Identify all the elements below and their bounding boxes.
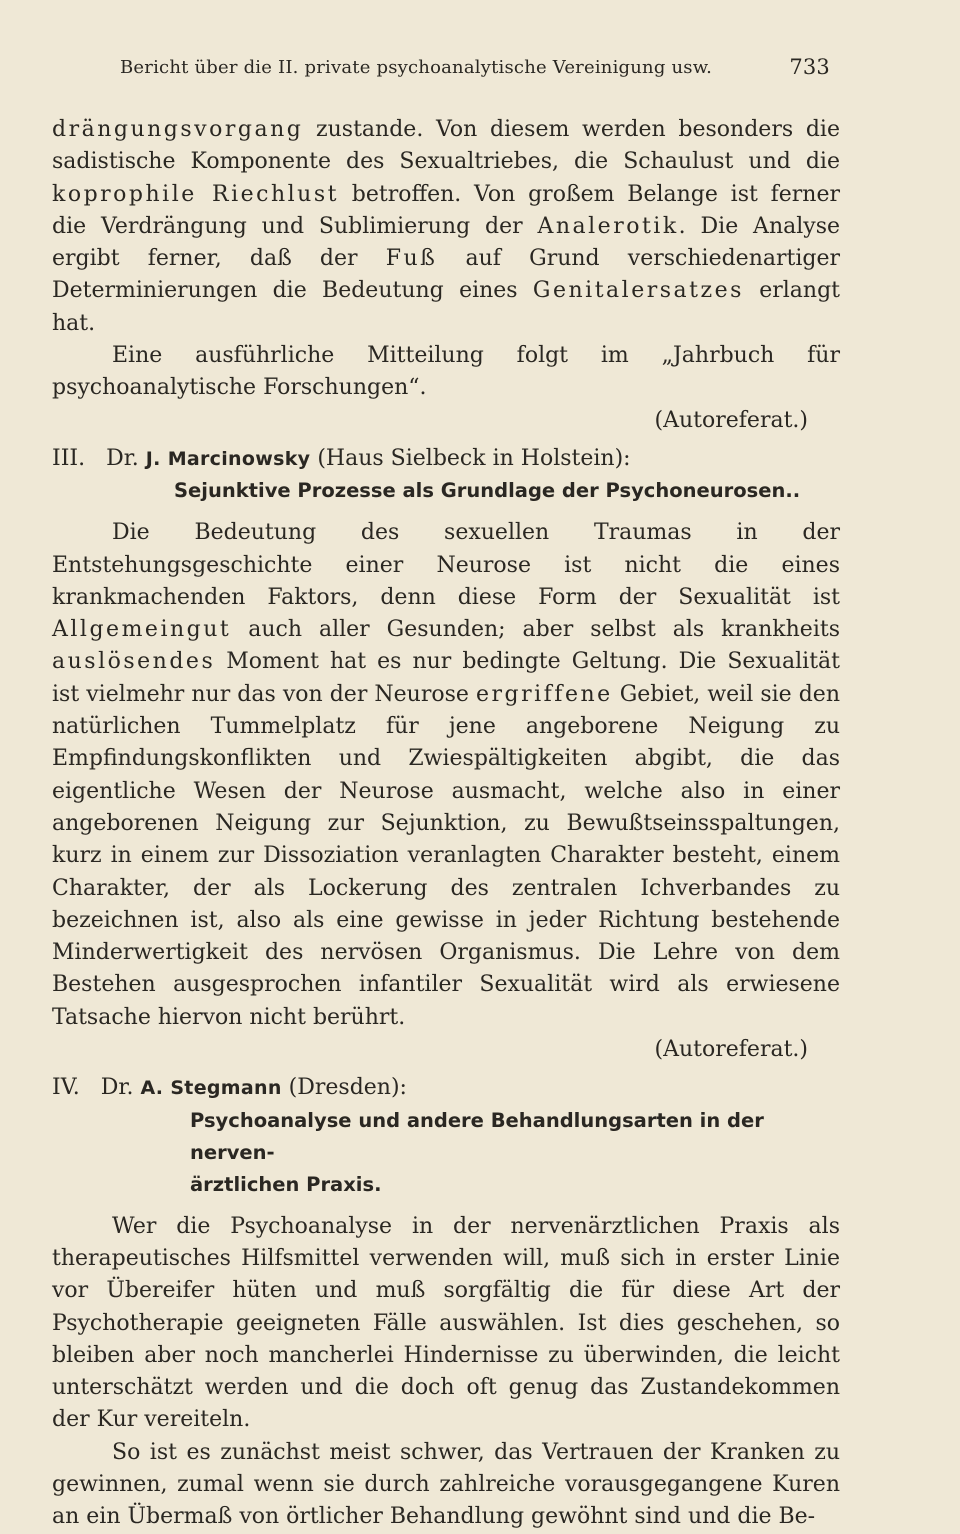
text-run: Die Bedeutung des sexuellen Traumas in der Entstehungsgeschichte einer Neurose ist nicht die eines krankmachenden Faktors, denn diese Form der Sexualität ist [52, 520, 840, 610]
spaced-term: ergriffene [475, 681, 613, 707]
speaker-initial: A. [140, 1077, 164, 1100]
section-number: III. [52, 445, 86, 471]
text-run: auf Grund verschiedenartiger Determinierungen die Bedeutung eines [52, 246, 840, 304]
spaced-term: Allgemeingut [52, 617, 232, 643]
running-title: Bericht über die II. private psychoanalytische Vereinigung usw. [120, 57, 713, 78]
paragraph-abstract-iv-continued: So ist es zunächst meist schwer, das Vertrauen der Kranken zu gewinnen, zumal wenn sie durch zahlreiche vorausgegangene Kuren an ein Übermaß von örtlicher Behandlung gewöhnt sind und die Be- [52, 1439, 840, 1530]
text-column [52, 114, 840, 1534]
spaced-term: Analerotik [537, 213, 679, 239]
paragraph-continuation [52, 114, 840, 340]
speaker-location: (Haus Sielbeck in Holstein): [317, 445, 631, 471]
title-prefix: Dr. [100, 1075, 134, 1101]
text-run: . Die Analyse ergibt ferner, daß der [52, 213, 841, 272]
spaced-term: Fuß [385, 246, 438, 272]
lecture-title-iii: Sejunktive Prozesse als Grundlage der Psychoneurosen.. [174, 479, 801, 503]
speaker-initial: J. [145, 447, 161, 470]
text-run: auch aller Gesunden; aber selbst als krankheits [231, 617, 840, 643]
spaced-term: drängungsvorgang [52, 117, 304, 142]
autoreferat-label: (Autoreferat.) [654, 407, 808, 433]
spaced-term: Genitalersatzes [532, 278, 744, 304]
lecture-title-iv-line1: Psychoanalyse und andere Behandlungsarten in der nerven- [190, 1108, 764, 1164]
page-number: 733 [789, 55, 830, 79]
spaced-term: koprophile Riechlust [52, 181, 339, 207]
spaced-term: auslösendes [52, 649, 216, 675]
text-run: betroffen. Von großem Belange ist ferner die Verdrängung und Sublimierung der [52, 181, 840, 239]
text-run: Gebiet, weil sie den natürlichen Tummelplatz für jene angeborene Neigung zu Empfindungskonflikten und Zwiespältigkeiten abgibt, die das eigentliche Wesen der Neurose ausmacht, welche also in einer angeborenen Neigung zur Sejunktion, zu Bewußtseinsspaltungen, kurz in einem zur Dissoziation veranlagten Charakter besteht, einem Charakter, der als Lockerung des zentralen Ichverbandes zu bezeichnen ist, also als eine gewisse in jeder Richtung bestehende Minderwertigkeit des nervösen Organismus. Die Lehre von dem Bestehen ausgesprochen infantiler Sexualität wird als erwiesene Tatsache hiervon nicht berührt. [52, 681, 840, 1030]
speaker-name: Stegmann [170, 1077, 282, 1100]
running-header [120, 57, 830, 78]
text-run: zustande. Von diesem werden besonders die sadistische Komponente des Sexualtriebes, die Schaulust und die [52, 117, 840, 175]
section-heading-iv [52, 1072, 840, 1104]
section-number: IV. [52, 1075, 80, 1101]
title-prefix: Dr. [106, 445, 139, 471]
autoreferat-label: (Autoreferat.) [654, 1037, 808, 1063]
paragraph-publication-note: Eine ausführliche Mitteilung folgt im „Jahrbuch für psychoanalytische Forschungen“. [52, 343, 840, 401]
paragraph-abstract-iv: Wer die Psychoanalyse in der nervenärztlichen Praxis als therapeutisches Hilfsmittel verwenden will, muß sich in erster Linie vor Übereifer hüten und muß sorgfältig die für diese Art der Psychotherapie geeigneten Fälle auswählen. Ist dies geschehen, so bleiben aber noch mancherlei Hindernisse zu überwinden, die leicht unterschätzt werden und die doch oft genug das Zustandekommen der Kur vereiteln. [52, 1213, 840, 1433]
text-run: erlangt hat. [52, 278, 840, 336]
section-heading-iii [52, 443, 840, 475]
paragraph-abstract-iii [52, 517, 840, 1034]
text-run: Moment hat es nur bedingte Geltung. Die Sexualität ist vielmehr nur das von der Neurose [52, 649, 840, 707]
speaker-name: Marcinowsky [167, 447, 311, 470]
lecture-title-iv-line2: ärztlichen Praxis. [190, 1172, 382, 1196]
speaker-location: (Dresden): [288, 1075, 407, 1101]
